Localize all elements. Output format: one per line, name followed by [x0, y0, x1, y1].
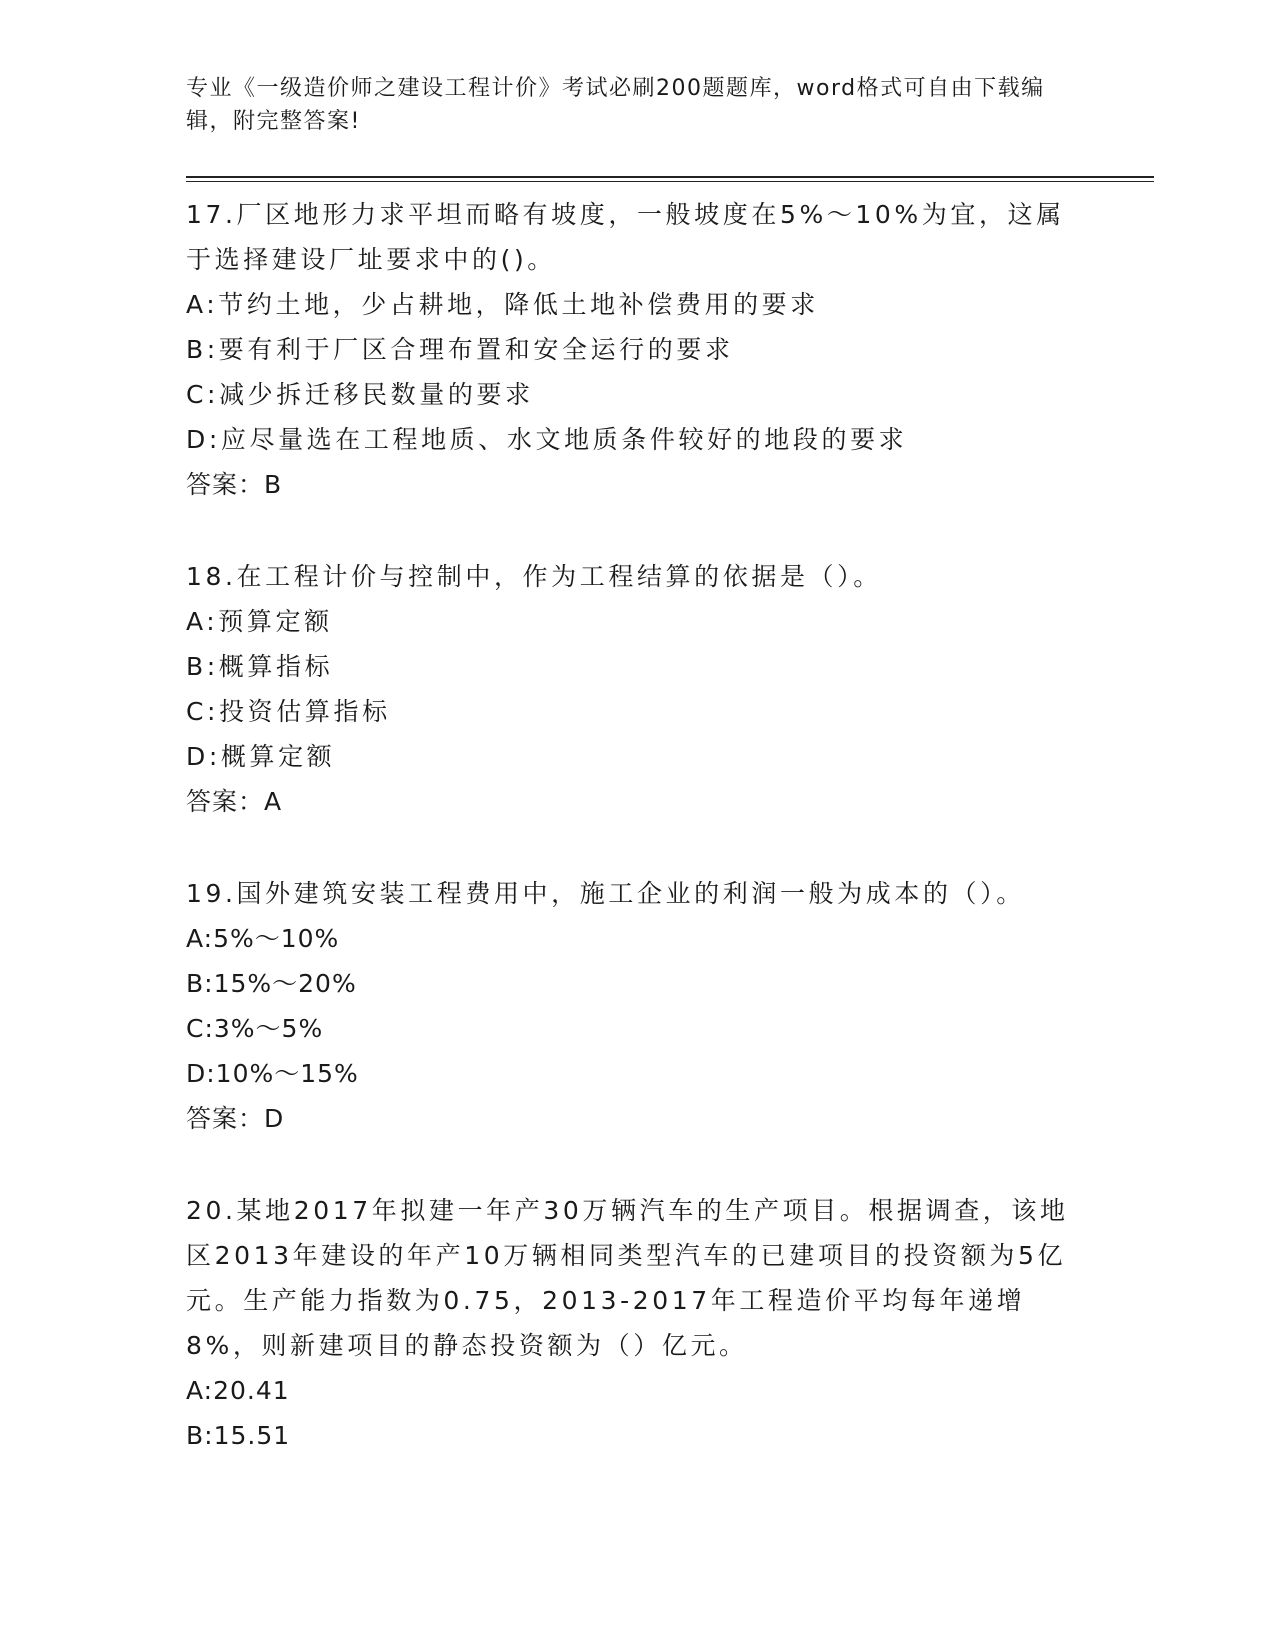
- option-a: A:20.41: [186, 1376, 290, 1405]
- question-text: 18.在工程计价与控制中，作为工程结算的依据是（）。: [186, 562, 882, 591]
- question-17: [186, 192, 1076, 507]
- option-c: C:3%～5%: [186, 1014, 324, 1043]
- option-b: B:概算指标: [186, 652, 334, 681]
- option-d: D:10%～15%: [186, 1059, 359, 1088]
- answer-label: 答案：B: [186, 470, 283, 499]
- option-b: B:要有利于厂区合理布置和安全运行的要求: [186, 335, 734, 364]
- header-divider-thin: [186, 181, 1154, 182]
- option-a: A:5%～10%: [186, 924, 340, 953]
- question-19: [186, 871, 1076, 1141]
- question-text: 19.国外建筑安装工程费用中，施工企业的利润一般为成本的（）。: [186, 879, 1025, 908]
- answer-label: 答案：D: [186, 1104, 285, 1133]
- option-a: A:节约土地，少占耕地，降低土地补偿费用的要求: [186, 290, 819, 319]
- option-a: A:预算定额: [186, 607, 333, 636]
- option-c: C:减少拆迁移民数量的要求: [186, 380, 534, 409]
- question-20: [186, 1188, 1076, 1458]
- question-text: 17.厂区地形力求平坦而略有坡度，一般坡度在5%～10%为宜，这属于选择建设厂址要求中的()。: [186, 200, 1065, 274]
- answer-label: 答案：A: [186, 787, 283, 816]
- option-d: D:应尽量选在工程地质、水文地质条件较好的地段的要求: [186, 425, 908, 454]
- document-header: 专业《一级造价师之建设工程计价》考试必刷200题题库，word格式可自由下载编辑，附完整答案!: [186, 76, 1045, 134]
- option-c: C:投资估算指标: [186, 697, 391, 726]
- question-list: [186, 192, 1076, 1505]
- question-text: 20.某地2017年拟建一年产30万辆汽车的生产项目。根据调查，该地区2013年建设的年产10万辆相同类型汽车的已建项目的投资额为5亿元。生产能力指数为0.75，2013-2017年工程造价平均每年递增8%，则新建项目的静态投资额为（）亿元。: [186, 1196, 1069, 1360]
- header-divider-thick: [186, 176, 1154, 178]
- option-b: B:15%～20%: [186, 969, 357, 998]
- option-b: B:15.51: [186, 1421, 291, 1450]
- option-d: D:概算定额: [186, 742, 336, 771]
- question-18: [186, 554, 1076, 824]
